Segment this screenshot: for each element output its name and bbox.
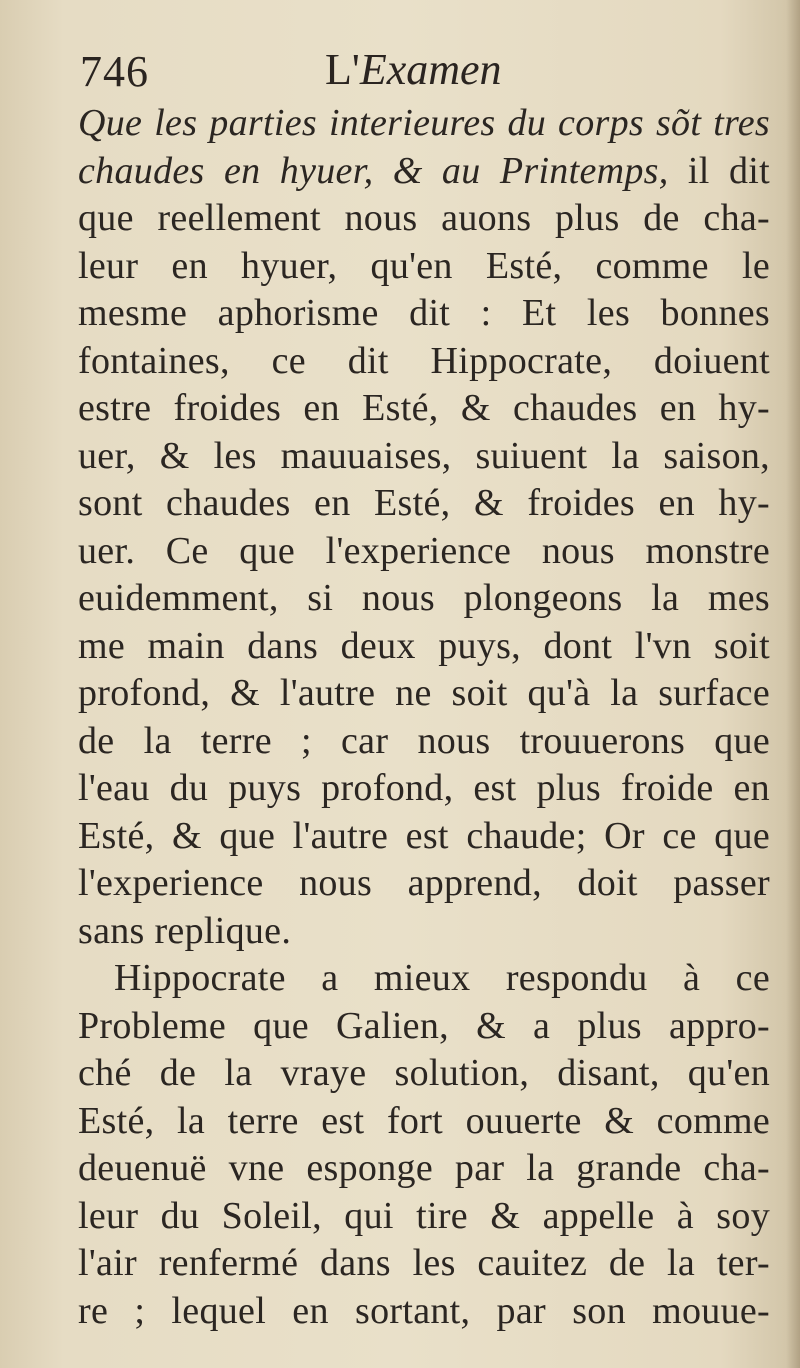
text-line xyxy=(78,1050,770,1098)
text-line xyxy=(78,243,770,291)
text-line xyxy=(78,1240,770,1288)
page-number: 746 xyxy=(80,47,149,96)
line-text: leur du Soleil, qui tire & appelle à soy xyxy=(78,1194,770,1237)
line-text: Probleme que Galien, & a plus appro- xyxy=(78,1004,770,1047)
text-line xyxy=(78,813,770,861)
line-text: Esté, la terre est fort ouuerte & comme xyxy=(78,1099,770,1142)
line-text: ché de la vraye solution, disant, qu'en xyxy=(78,1052,770,1094)
text-line xyxy=(78,670,770,718)
line-text: l'air renfermé dans les cauitez de la ter- xyxy=(78,1242,770,1284)
text-line xyxy=(78,195,770,243)
running-head-title: Examen xyxy=(359,45,502,94)
line-text: de la terre ; car nous trouuerons que xyxy=(78,719,770,762)
text-line xyxy=(78,1098,770,1146)
text-line xyxy=(78,1003,770,1051)
page-header xyxy=(80,44,760,104)
page-edge-shadow xyxy=(786,0,800,1368)
line-text: deuenuë vne esponge par la grande cha- xyxy=(78,1147,770,1189)
line-text: sans replique. xyxy=(78,909,292,952)
text-line xyxy=(78,100,770,148)
text-line xyxy=(78,385,770,433)
line-text: mesme aphorisme dit : Et les bonnes xyxy=(78,292,770,334)
text-line xyxy=(78,1193,770,1241)
line-italic: Que les parties interieures du corps sõt tres xyxy=(78,102,770,144)
text-line xyxy=(78,623,770,671)
line-text: re ; lequel en sortant, par son mouue- xyxy=(78,1289,770,1332)
text-line xyxy=(78,290,770,338)
line-text: Hippocrate a mieux respondu à ce xyxy=(114,957,770,999)
text-line xyxy=(78,575,770,623)
text-line xyxy=(78,338,770,386)
line-text: uer, & les mauuaises, suiuent la saison, xyxy=(78,434,770,477)
line-text: Esté, & que l'autre est chaude; Or ce que xyxy=(78,814,770,857)
line-text: profond, & l'autre ne soit qu'à la surface xyxy=(78,672,770,714)
body-text xyxy=(78,100,770,1335)
text-line xyxy=(78,148,770,196)
line-text: leur en hyuer, qu'en Esté, comme le xyxy=(78,244,770,287)
running-head xyxy=(325,44,502,95)
text-line xyxy=(78,908,770,956)
text-line xyxy=(78,860,770,908)
line-text: fontaines, ce dit Hippocrate, doiuent xyxy=(78,339,770,382)
line-text: euidemment, si nous plongeons la mes xyxy=(78,577,770,619)
text-line xyxy=(78,528,770,576)
line-text: il dit xyxy=(668,149,770,192)
running-head-prefix: L' xyxy=(325,45,360,94)
text-line xyxy=(78,1288,770,1336)
line-text: estre froides en Esté, & chaudes en hy- xyxy=(78,387,770,429)
text-line xyxy=(78,433,770,481)
line-text: me main dans deux puys, dont l'vn soit xyxy=(78,624,770,667)
line-text: que reellement nous auons plus de cha- xyxy=(78,197,770,239)
text-line xyxy=(78,480,770,528)
line-text: uer. Ce que l'experience nous monstre xyxy=(78,529,770,572)
line-text: l'experience nous apprend, doit passer xyxy=(78,862,770,904)
line-text: sont chaudes en Esté, & froides en hy- xyxy=(78,482,770,524)
line-text: l'eau du puys profond, est plus froide en xyxy=(78,767,770,809)
text-line xyxy=(78,718,770,766)
text-line xyxy=(78,1145,770,1193)
text-line xyxy=(78,955,770,1003)
line-italic: chaudes en hyuer, & au Printemps, xyxy=(78,149,669,192)
text-line xyxy=(78,765,770,813)
